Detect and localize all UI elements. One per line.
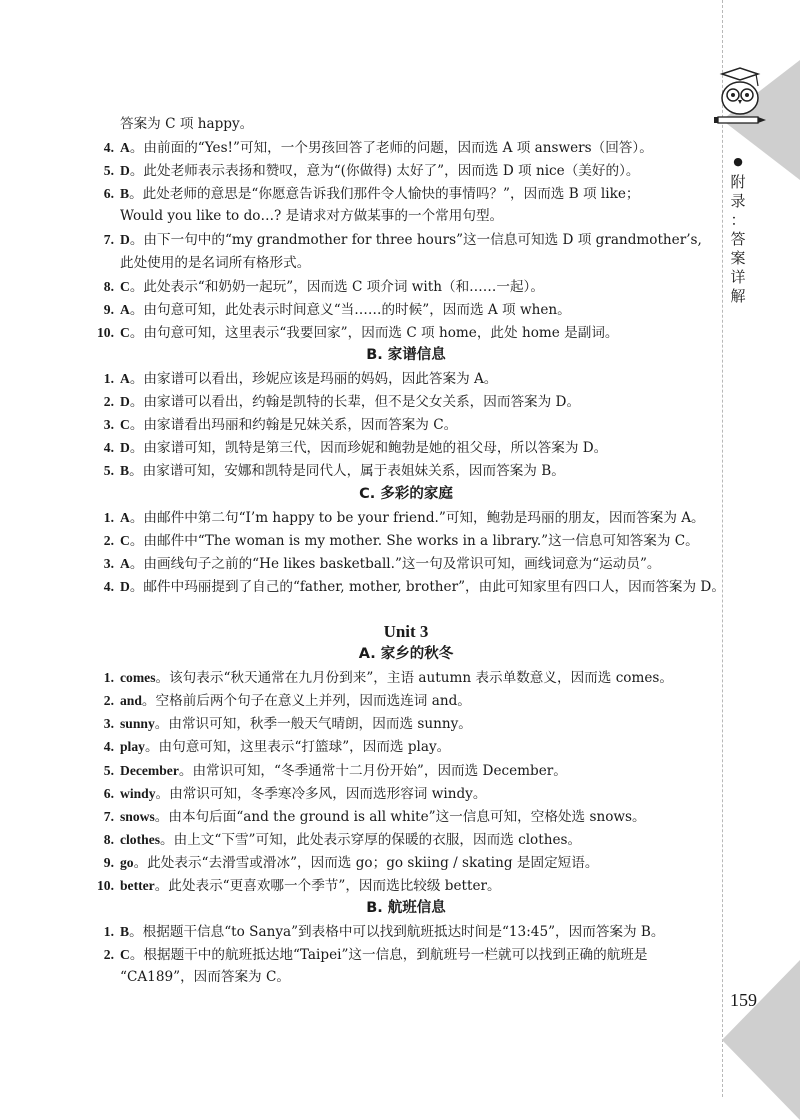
answer-item bbox=[96, 136, 716, 159]
explanation: 。由邮件中“The woman is my mother. She works in a library.”这一信息可知答案为 C。 bbox=[129, 532, 699, 549]
answer-continuation: 此处使用的是名词所有格形式。 bbox=[120, 254, 311, 271]
answer-continuation: “CA189”，因而答案为 C。 bbox=[120, 969, 290, 986]
side-label-char: 附 bbox=[730, 173, 746, 191]
answer-text bbox=[120, 275, 544, 299]
explanation: 。由句意可知，这里表示“打篮球”，因而选 play。 bbox=[144, 739, 451, 756]
answer-item bbox=[96, 805, 716, 828]
explanation: 。由邮件中第二句“I’m happy to be your friend.”可知，鲍勃是玛丽的朋友，因而答案为 A。 bbox=[129, 509, 705, 526]
answer-key: comes bbox=[120, 670, 156, 686]
answer-text bbox=[120, 575, 725, 599]
answer-text bbox=[120, 689, 471, 713]
answer-text bbox=[120, 851, 598, 875]
item-number: 4. bbox=[103, 440, 114, 456]
item-number: 8. bbox=[103, 831, 114, 847]
answer-item bbox=[96, 275, 716, 298]
spacer bbox=[96, 598, 716, 620]
answer-item bbox=[96, 712, 716, 735]
item-number: 10. bbox=[97, 324, 114, 340]
answer-key: A bbox=[120, 555, 130, 571]
answer-text bbox=[120, 159, 639, 183]
explanation: 。由家谱看出玛丽和约翰是兄妹关系，因而答案为 C。 bbox=[129, 417, 458, 434]
answer-key: C bbox=[120, 324, 130, 340]
answer-item bbox=[96, 943, 716, 966]
explanation: 。由家谱可知，安娜和凯特是同代人，属于表姐妹关系，因而答案为 B。 bbox=[129, 463, 565, 480]
answer-item bbox=[96, 759, 716, 782]
explanation: 。由前面的“Yes!”可知，一个男孩回答了老师的问题，因而选 A 项 answers（回答）。 bbox=[129, 140, 653, 157]
answer-text bbox=[120, 759, 567, 783]
answer-item bbox=[96, 228, 716, 251]
answer-text bbox=[120, 459, 565, 483]
explanation: 。由常识可知，“冬季通常十二月份开始”，因而选 December。 bbox=[178, 762, 567, 779]
answer-key: go bbox=[120, 854, 134, 870]
answer-key: B bbox=[120, 463, 130, 479]
item-number: 6. bbox=[103, 785, 114, 801]
answer-key: D bbox=[120, 394, 130, 410]
answer-text bbox=[120, 712, 472, 736]
answer-text bbox=[120, 390, 580, 414]
explanation: 。根据题干中的航班抵达地“Taipei”这一信息，到航班号一栏就可以找到正确的航班是 bbox=[129, 947, 648, 964]
answer-text bbox=[120, 506, 705, 530]
answer-continuation: 答案为 C 项 happy。 bbox=[120, 116, 254, 132]
answer-key: D bbox=[120, 578, 130, 594]
explanation: 。由本句后面“and the ground is all white”这一信息可知，空格处选 snows。 bbox=[154, 808, 646, 825]
explanation: 。由句意可知，这里表示“我要回家”，因而选 C 项 home，此处 home 是副词。 bbox=[129, 324, 619, 341]
answer-text bbox=[120, 666, 673, 690]
answer-key: clothes bbox=[120, 831, 161, 847]
answer-text bbox=[120, 182, 640, 206]
page-number: 159 bbox=[730, 990, 757, 1010]
answer-key: A bbox=[120, 509, 130, 525]
answer-item bbox=[96, 851, 716, 874]
explanation: 。由上文“下雪”可知，此处表示穿厚的保暖的衣服，因而选 clothes。 bbox=[160, 831, 582, 848]
answer-item bbox=[96, 575, 725, 598]
explanation: 。此处老师表示表扬和赞叹，意为“(你做得) 太好了”，因而选 D 项 nice（美好的）。 bbox=[129, 163, 640, 180]
answer-item bbox=[96, 298, 716, 321]
answer-key: windy bbox=[120, 785, 156, 801]
explanation: 。邮件中玛丽提到了自己的“father, mother, brother”，由此可知家里有四口人，因而答案为 D。 bbox=[129, 578, 725, 595]
explanation: 。此处表示“和奶奶一起玩”，因而选 C 项介词 with（和……一起）。 bbox=[129, 278, 544, 295]
answer-item bbox=[96, 321, 716, 344]
side-label-char: 解 bbox=[730, 287, 746, 305]
answer-text bbox=[120, 874, 501, 898]
answer-item bbox=[96, 367, 716, 390]
explanation: 。该句表示“秋天通常在九月份到来”，主语 autumn 表示单数意义，因而选 comes。 bbox=[155, 670, 673, 687]
item-number: 1. bbox=[103, 371, 114, 387]
item-number: 5. bbox=[103, 463, 114, 479]
answer-key: B bbox=[120, 186, 130, 202]
answer-text bbox=[120, 228, 702, 252]
section-heading: A. 家乡的秋冬 bbox=[358, 646, 454, 663]
explanation: 。由家谱可知，凯特是第三代，因而珍妮和鲍勃是她的祖父母，所以答案为 D。 bbox=[129, 440, 608, 457]
explanation: 。此处表示“去滑雪或滑冰”，因而选 go；go skiing / skating 是固定短语。 bbox=[133, 854, 599, 871]
answer-key: better bbox=[120, 878, 155, 893]
answer-key: and bbox=[120, 693, 142, 709]
explanation: 。由常识可知，冬季寒冷多风，因而选形容词 windy。 bbox=[155, 785, 487, 802]
answer-text bbox=[120, 782, 486, 806]
answer-text bbox=[120, 735, 450, 759]
item-number: 5. bbox=[103, 163, 114, 179]
answer-item bbox=[96, 436, 716, 459]
item-number: 9. bbox=[103, 854, 114, 870]
answer-key: D bbox=[120, 440, 130, 456]
answer-key: A bbox=[120, 301, 130, 317]
answer-item bbox=[96, 159, 716, 182]
answer-key: C bbox=[120, 947, 130, 963]
explanation: 。空格前后两个句子在意义上并列，因而选连词 and。 bbox=[141, 693, 471, 710]
answer-key: December bbox=[120, 762, 179, 778]
answer-item bbox=[96, 552, 716, 575]
item-number: 3. bbox=[103, 417, 114, 433]
answer-continuation: Would you like to do…? 是请求对方做某事的一个常用句型。 bbox=[120, 208, 504, 225]
item-number: 1. bbox=[103, 509, 114, 525]
item-number: 4. bbox=[103, 140, 114, 156]
bullet-icon: ● bbox=[733, 155, 743, 168]
answer-text bbox=[120, 436, 607, 460]
item-number: 4. bbox=[103, 578, 114, 594]
explanation: 。此处老师的意思是“你愿意告诉我们那件令人愉快的事情吗？”，因而选 B 项 like； bbox=[129, 186, 640, 203]
answer-item bbox=[96, 413, 716, 436]
explanation: 。由画线句子之前的“He likes basketball.”这一句及常识可知，画线词意为“运动员”。 bbox=[129, 555, 661, 572]
answer-item bbox=[96, 666, 716, 689]
item-number: 5. bbox=[103, 762, 114, 778]
answer-item bbox=[96, 529, 716, 552]
item-number: 1. bbox=[103, 924, 114, 940]
explanation: 。由家谱可以看出，约翰是凯特的长辈，但不是父女关系，因而答案为 D。 bbox=[129, 394, 581, 411]
item-number: 7. bbox=[103, 232, 114, 248]
answer-item bbox=[96, 828, 716, 851]
explanation: 。由家谱可以看出，珍妮应该是玛丽的妈妈，因此答案为 A。 bbox=[129, 371, 498, 388]
answer-key: C bbox=[120, 532, 130, 548]
side-label-char: 详 bbox=[730, 268, 746, 286]
item-number: 2. bbox=[103, 693, 114, 709]
appendix-side-label bbox=[728, 152, 748, 306]
answer-text bbox=[120, 805, 646, 829]
item-number: 3. bbox=[103, 555, 114, 571]
item-number: 4. bbox=[103, 739, 114, 755]
answer-key: D bbox=[120, 232, 130, 248]
answer-item bbox=[96, 459, 716, 482]
side-label-char: ： bbox=[730, 211, 746, 229]
answer-text bbox=[120, 321, 619, 345]
side-label-char: 案 bbox=[730, 249, 746, 267]
answer-text bbox=[120, 552, 661, 576]
answer-item bbox=[96, 735, 716, 758]
answer-key: D bbox=[120, 163, 130, 179]
answer-text bbox=[120, 529, 699, 553]
answer-key: snows bbox=[120, 808, 155, 824]
section-heading: B. 家谱信息 bbox=[366, 346, 446, 363]
item-number: 3. bbox=[103, 716, 114, 732]
answer-key: C bbox=[120, 417, 130, 433]
explanation: 。由下一句中的“my grandmother for three hours”这一信息可知选 D 项 grandmother’s, bbox=[129, 232, 702, 249]
answer-item bbox=[96, 182, 716, 205]
item-number: 1. bbox=[103, 670, 114, 686]
item-number: 2. bbox=[103, 532, 114, 548]
explanation: 。此处表示“更喜欢哪一个季节”，因而选比较级 better。 bbox=[154, 878, 501, 894]
answer-key: A bbox=[120, 371, 130, 387]
answer-item bbox=[96, 874, 716, 897]
section-heading: B. 航班信息 bbox=[366, 900, 446, 917]
item-number: 7. bbox=[103, 808, 114, 824]
unit-heading: Unit 3 bbox=[383, 621, 429, 641]
margin-triangle-bottom bbox=[722, 960, 800, 1120]
answer-text bbox=[120, 367, 497, 391]
answer-item bbox=[96, 390, 716, 413]
answer-text bbox=[120, 943, 647, 967]
section-heading: C. 多彩的家庭 bbox=[359, 485, 453, 502]
answer-text bbox=[120, 413, 457, 437]
answer-text bbox=[120, 298, 571, 322]
explanation: 。由句意可知，此处表示时间意义“当……的时候”，因而选 A 项 when。 bbox=[129, 301, 571, 318]
item-number: 2. bbox=[103, 947, 114, 963]
side-label-char: 录 bbox=[730, 192, 746, 210]
item-number: 2. bbox=[103, 394, 114, 410]
item-number: 8. bbox=[103, 278, 114, 294]
answer-content bbox=[96, 113, 725, 989]
item-number: 6. bbox=[103, 186, 114, 202]
side-label-char: 答 bbox=[730, 230, 746, 248]
answer-key: A bbox=[120, 140, 130, 156]
answer-item bbox=[96, 920, 716, 943]
answer-text bbox=[120, 136, 653, 160]
answer-text bbox=[120, 828, 581, 852]
answer-item bbox=[96, 689, 716, 712]
answer-item bbox=[96, 506, 716, 529]
explanation: 。根据题干信息“to Sanya”到表格中可以找到航班抵达时间是“13:45”，因而答案为 B。 bbox=[129, 924, 665, 941]
answer-key: play bbox=[120, 739, 145, 755]
answer-key: B bbox=[120, 924, 130, 940]
item-number: 10. bbox=[97, 878, 114, 893]
item-number: 9. bbox=[103, 301, 114, 317]
answer-key: C bbox=[120, 278, 130, 294]
answer-key: sunny bbox=[120, 716, 155, 732]
answer-item bbox=[96, 782, 716, 805]
explanation: 。由常识可知，秋季一般天气晴朗，因而选 sunny。 bbox=[154, 716, 472, 733]
answer-text bbox=[120, 920, 665, 944]
